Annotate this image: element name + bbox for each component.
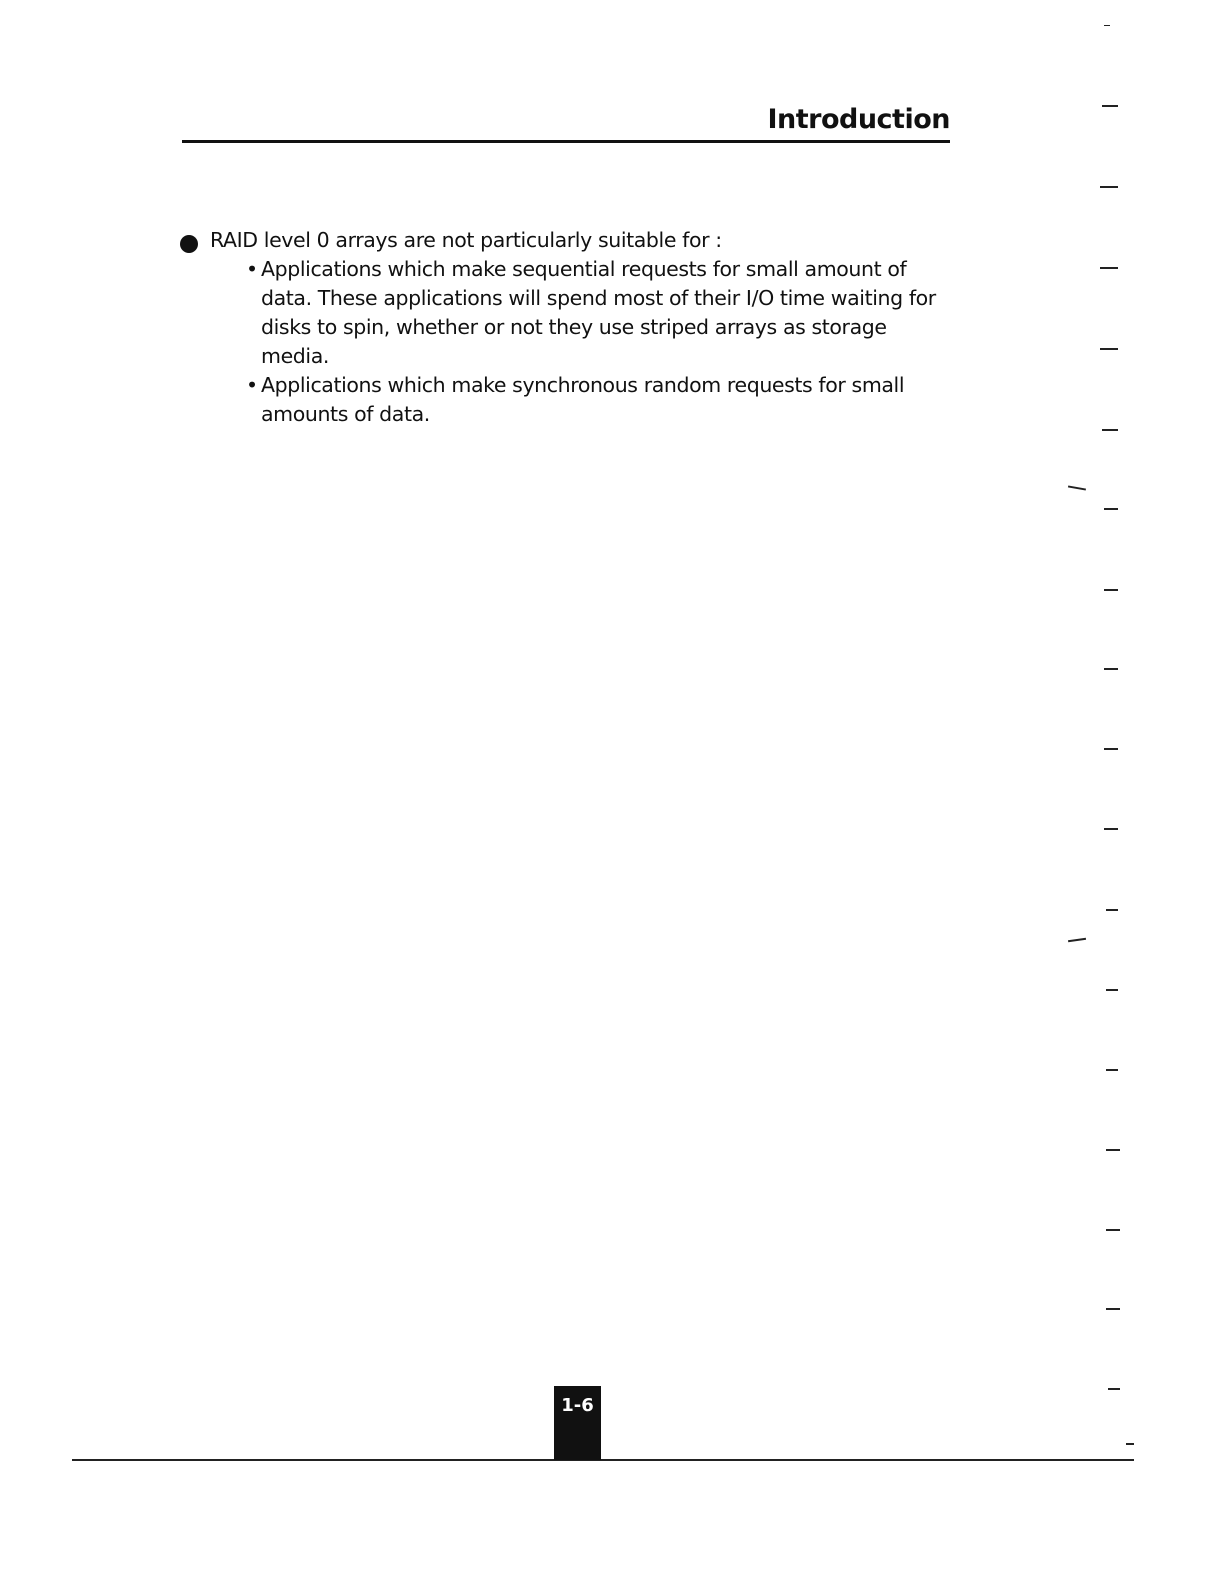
sub-item-text: Applications which make synchronous random requests for small amounts of data. <box>261 373 905 426</box>
margin-tick <box>1100 267 1118 269</box>
margin-tick <box>1068 485 1086 490</box>
margin-tick <box>1100 186 1118 188</box>
bullet-dot-icon <box>180 235 198 253</box>
margin-tick <box>1106 1308 1120 1310</box>
main-content <box>180 226 960 429</box>
sub-list <box>210 255 960 429</box>
margin-tick <box>1106 909 1118 911</box>
header-rule <box>182 140 950 143</box>
margin-tick <box>1108 1388 1120 1390</box>
margin-scan-ticks <box>1060 0 1140 1584</box>
margin-tick <box>1104 508 1118 510</box>
margin-tick <box>1106 1229 1120 1231</box>
sub-bullet-marker: • <box>246 257 258 281</box>
sub-item-text: Applications which make sequential requests for small amount of data. These applications will spend most of their I/O time waiting for disks to spin, whether or not they use striped arrays as storage media. <box>261 257 936 368</box>
bullet-text: RAID level 0 arrays are not particularly suitable for : <box>210 228 722 252</box>
footer-rule <box>72 1459 1134 1461</box>
margin-tick <box>1126 1443 1134 1445</box>
page-number-tab: 1-6 <box>554 1386 601 1460</box>
margin-tick <box>1104 668 1118 670</box>
margin-tick <box>1068 938 1086 942</box>
margin-tick <box>1106 1069 1118 1071</box>
sub-list-item <box>210 255 960 371</box>
margin-tick <box>1104 828 1118 830</box>
margin-tick <box>1100 348 1118 350</box>
margin-tick <box>1104 25 1110 26</box>
margin-tick <box>1104 748 1118 750</box>
bullet-item <box>180 226 960 429</box>
sub-bullet-marker: • <box>246 373 258 397</box>
page-header-title: Introduction <box>767 104 950 135</box>
margin-tick <box>1102 105 1118 107</box>
sub-list-item <box>210 371 960 429</box>
margin-tick <box>1102 429 1118 431</box>
margin-tick <box>1106 1149 1120 1151</box>
margin-tick <box>1104 589 1118 591</box>
margin-tick <box>1106 989 1118 991</box>
